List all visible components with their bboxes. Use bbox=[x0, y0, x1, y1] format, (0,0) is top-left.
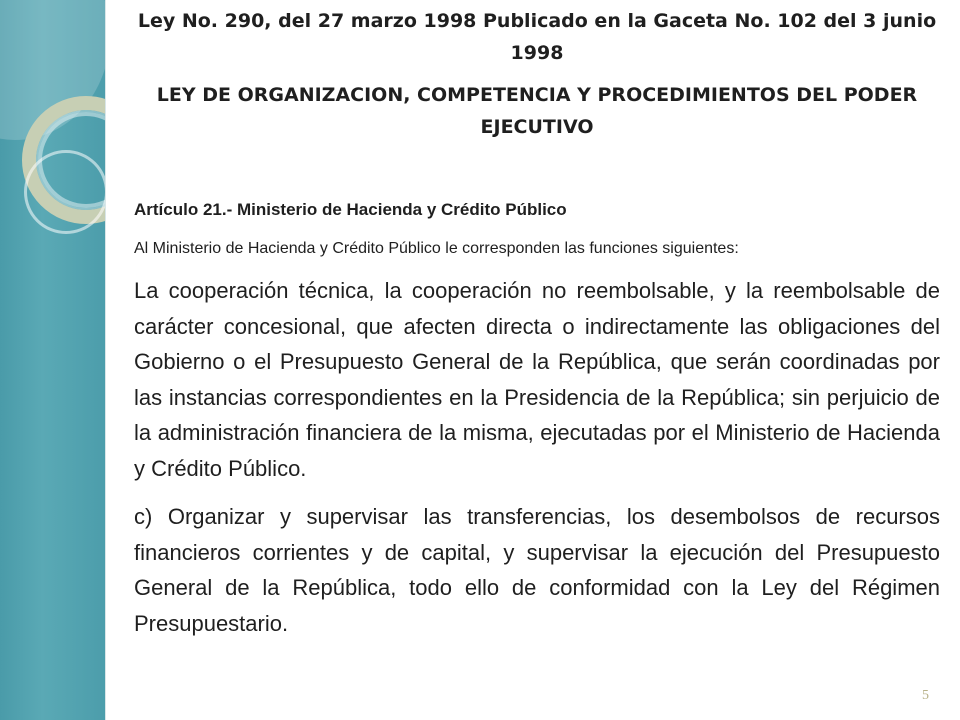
slide-content bbox=[134, 0, 940, 641]
decorative-ring-small bbox=[24, 150, 106, 234]
law-title-header: LEY DE ORGANIZACION, COMPETENCIA Y PROCEDIMIENTOS DEL PODER EJECUTIVO bbox=[156, 84, 918, 138]
article-title: Artículo 21.- Ministerio de Hacienda y Crédito Público bbox=[134, 200, 567, 219]
article-paragraph-2: c) Organizar y supervisar las transferencias, los desembolsos de recursos financieros corrientes y de capital, y supervisar la ejecución del Presupuesto General de la República, todo ello de conformidad con la Ley del Régimen Presupuestario. bbox=[134, 504, 940, 636]
decorative-sidebar bbox=[0, 0, 106, 720]
article-intro: Al Ministerio de Hacienda y Crédito Público le corresponden las funciones siguientes: bbox=[134, 240, 739, 257]
article-paragraph-1: La cooperación técnica, la cooperación no reembolsable, y la reembolsable de carácter concesional, que afecten directa o indirectamente las obligaciones del Gobierno o el Presupuesto General de la República, que serán coordinadas por las instancias correspondientes en la Presidencia de la República; sin perjuicio de la administración financiera de la misma, ejecutadas por el Ministerio de Hacienda y Crédito Público. bbox=[134, 278, 940, 481]
sidebar-divider bbox=[105, 0, 106, 720]
law-reference-header: Ley No. 290, del 27 marzo 1998 Publicado en la Gaceta No. 102 del 3 junio 1998 bbox=[137, 10, 937, 64]
page-number: 5 bbox=[922, 688, 929, 703]
